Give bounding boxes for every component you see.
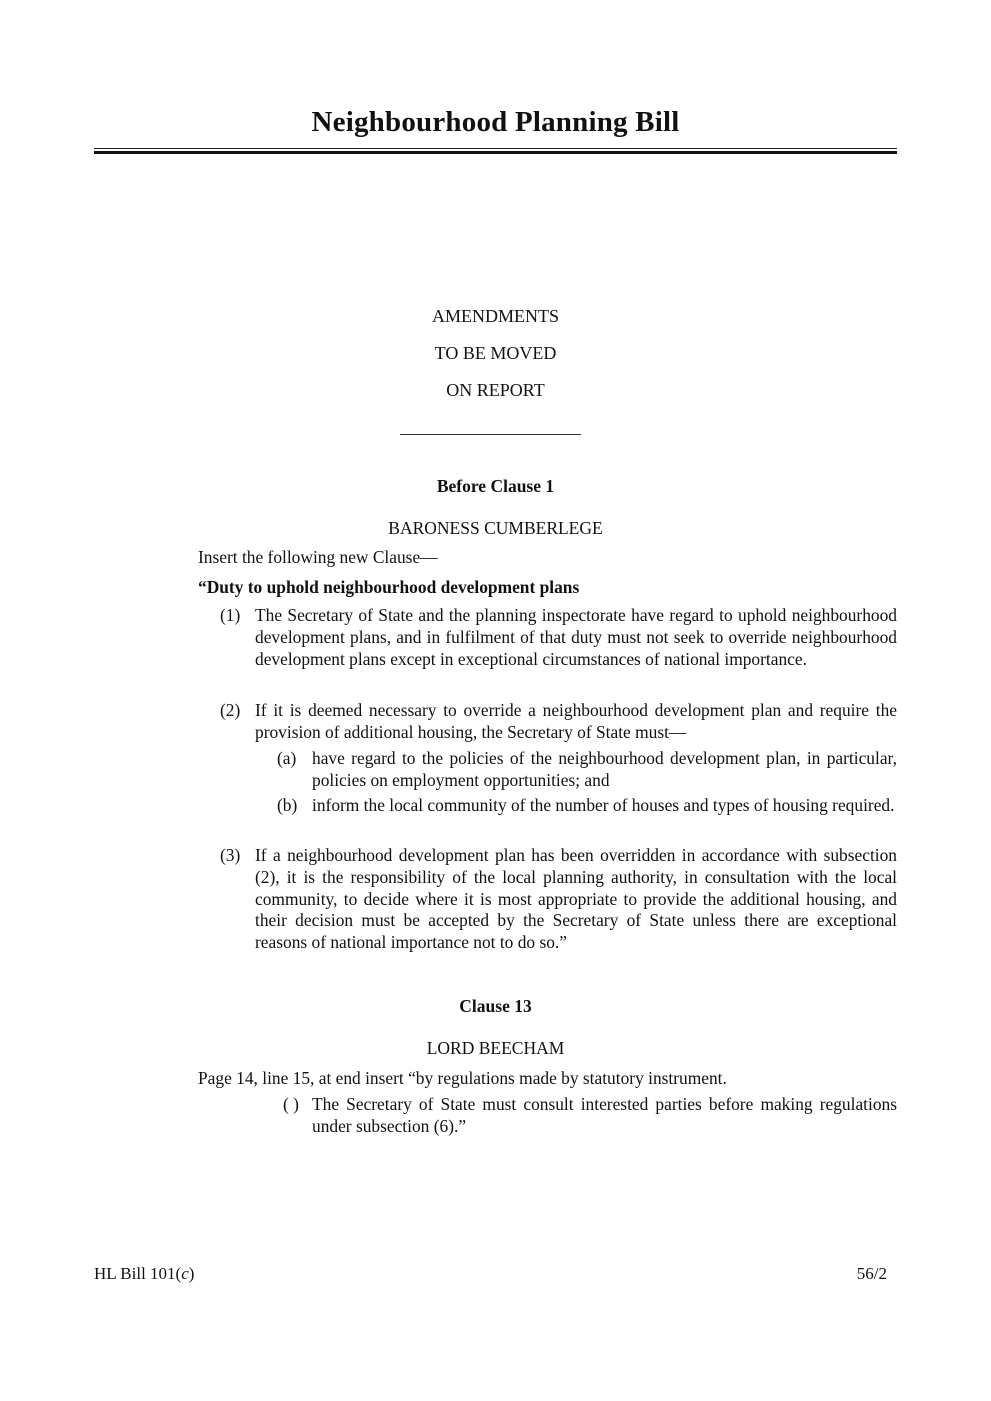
intro-line-3: ON REPORT	[446, 380, 545, 400]
paragraph-number: (a)	[277, 748, 297, 768]
subsection-number: (3)	[220, 845, 241, 865]
paragraph-text: inform the local community of the number of houses and types of housing required.	[312, 795, 895, 815]
bill-reference	[94, 1264, 194, 1284]
bill-ref-italic: c	[181, 1264, 189, 1283]
intro-line-1: AMENDMENTS	[431, 306, 559, 326]
amendment-instruction: Insert the following new Clause—	[198, 547, 438, 567]
title-rule-thick	[94, 151, 897, 154]
mover-name: LORD BEECHAM	[426, 1038, 565, 1058]
bill-ref-suffix: )	[188, 1264, 195, 1283]
subsection-number: (2)	[220, 700, 241, 720]
title-rule-thin	[94, 148, 897, 149]
clause-title: “Duty to uphold neighbourhood development plans	[198, 577, 580, 597]
subsection-number: ( )	[283, 1094, 299, 1114]
subsection-text: If it is deemed necessary to override a neighbourhood development plan and require the provision of additional housing, the Secretary of State must—	[255, 700, 897, 742]
subsection-text: The Secretary of State must consult interested parties before making regulations under subsection (6).”	[312, 1094, 897, 1136]
section-heading: Clause 13	[459, 996, 532, 1016]
section-heading: Before Clause 1	[436, 476, 555, 496]
subsection-text: If a neighbourhood development plan has been overridden in accordance with subsection (2), it is the responsibility of the local planning authority, in consultation with the local community, to decide where it is most appropriate to provide the additional housing, and their decision must be accepted by the Secretary of State unless there are exceptional reasons of national importance not to do so.”	[255, 845, 897, 953]
bill-ref-prefix: HL Bill 101(	[94, 1264, 182, 1283]
page-reference: 56/2	[856, 1264, 887, 1283]
paragraph-text: have regard to the policies of the neighbourhood development plan, in particular, policies on employment opportunities; and	[312, 748, 897, 790]
subsection-number: (1)	[220, 605, 241, 625]
mover-name: BARONESS CUMBERLEGE	[388, 518, 603, 538]
section-divider	[400, 434, 581, 435]
amendment-instruction: Page 14, line 15, at end insert “by regulations made by statutory instrument.	[198, 1068, 727, 1088]
intro-line-2: TO BE MOVED	[434, 343, 557, 363]
document-title: Neighbourhood Planning Bill	[311, 106, 680, 138]
subsection-text: The Secretary of State and the planning inspectorate have regard to uphold neighbourhood development plans, and in fulfilment of that duty must not seek to override neighbourhood development plans except in exceptional circumstances of national importance.	[255, 605, 897, 669]
paragraph-number: (b)	[277, 795, 298, 815]
